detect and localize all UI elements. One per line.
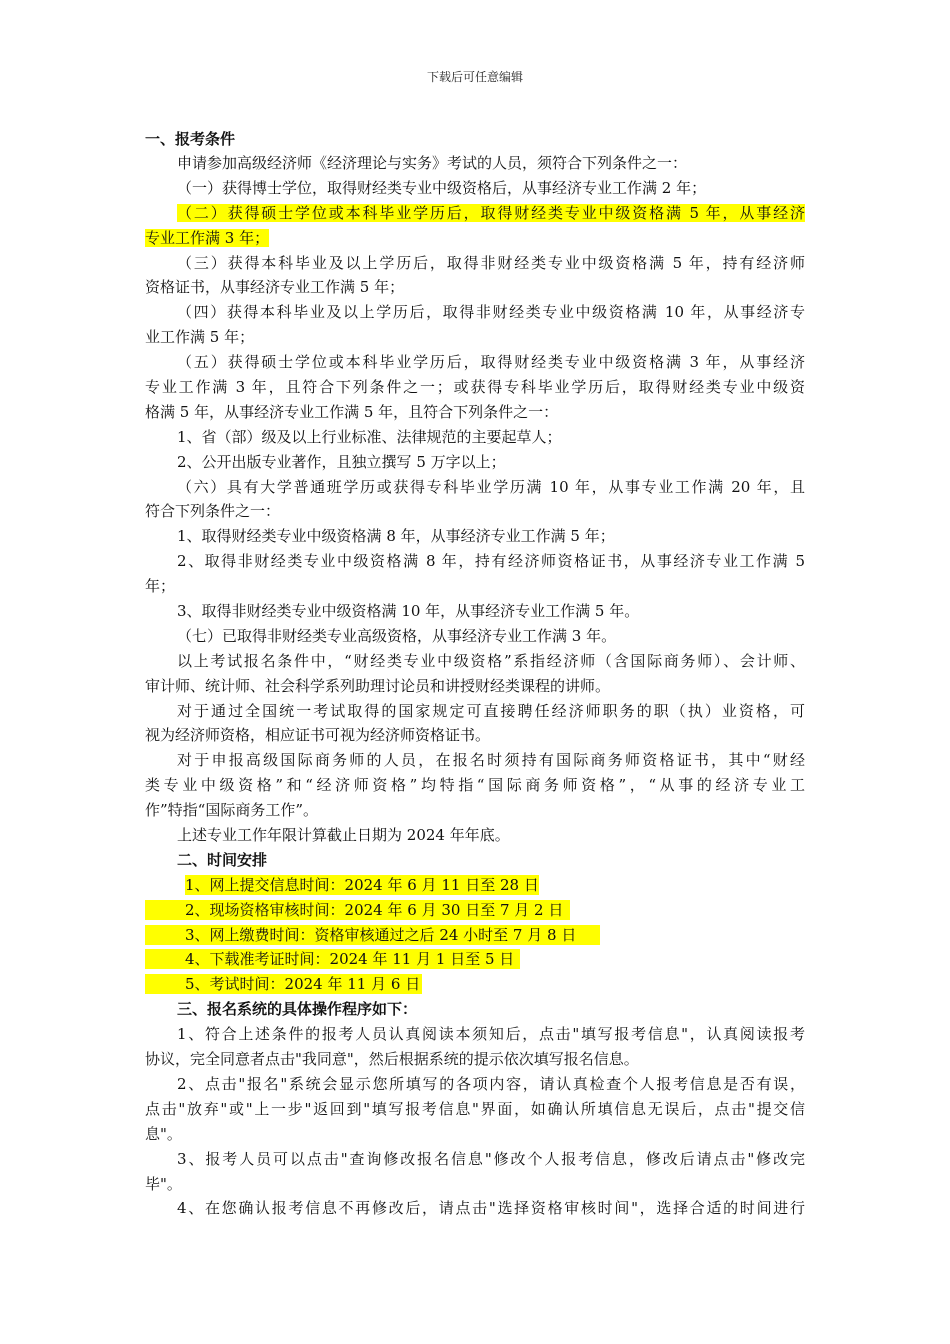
paragraph-line: 资格证书，从事经济专业工作满 5 年； [145, 278, 405, 296]
paragraph-line: 息"。 [145, 1125, 182, 1143]
paragraph-line: 2、取得非财经类专业中级资格满 8 年，持有经济师资格证书，从事经济专业工作满 5 [177, 552, 805, 570]
highlighted-line [177, 203, 805, 223]
paragraph-line: （四）获得本科毕业及以上学历后，取得非财经类专业中级资格满 10 年，从事经济专 [177, 303, 805, 321]
highlighted-line: 2、现场资格审核时间：2024 年 6 月 30 日至 7 月 2 日 [145, 900, 570, 920]
paragraph-line: 点击"放弃"或"上一步"返回到"填写报考信息"界面，如确认所填信息无误后，点击"提交信 [145, 1100, 805, 1118]
highlight-text: （二）获得硕士学位或本科毕业学历后，取得财经类专业中级资格满 5 年，从事经济 [177, 204, 805, 222]
paragraph-line: 2、公开出版专业著作，且独立撰写 5 万字以上； [177, 453, 506, 471]
paragraph-line: 业工作满 5 年； [145, 328, 255, 346]
paragraph-line: 专业工作满 3 年，且符合下列条件之一；或获得专科毕业学历后，取得财经类专业中级资 [145, 378, 805, 396]
paragraph-line: 年； [145, 577, 176, 595]
paragraph-line: 以上考试报名条件中，“财经类专业中级资格”系指经济师（含国际商务师）、会计师、 [177, 652, 805, 670]
highlighted-line [145, 875, 545, 895]
paragraph-line: 审计师、统计师、社会科学系列助理讨论员和讲授财经类课程的讲师。 [145, 677, 611, 695]
paragraph-line: 对于通过全国统一考试取得的国家规定可直接聘任经济师职务的职（执）业资格，可 [177, 702, 805, 720]
paragraph-line: 符合下列条件之一： [145, 502, 281, 520]
highlight-text: 专业工作满 3 年； [145, 229, 270, 247]
paragraph-line: 毕"。 [145, 1175, 182, 1193]
paragraph-line: （一）获得博士学位，取得财经类专业中级资格后，从事经济专业工作满 2 年； [177, 179, 707, 197]
section-heading-2: 二、时间安排 [177, 851, 268, 869]
paragraph-line: 作”特指“国际商务工作”。 [145, 801, 319, 819]
section-heading-1: 一、报考条件 [145, 130, 236, 148]
paragraph-line: 2、点击"报名"系统会显示您所填写的各项内容，请认真检查个人报考信息是否有误， [177, 1075, 805, 1093]
paragraph-line: 1、取得财经类专业中级资格满 8 年，从事经济专业工作满 5 年； [177, 527, 615, 545]
highlighted-line: 4、下载准考证时间：2024 年 11 月 1 日至 5 日 [145, 949, 520, 969]
paragraph-line: 视为经济师资格，相应证书可视为经济师资格证书。 [145, 726, 491, 744]
paragraph-line: （七）已取得非财经类专业高级资格，从事经济专业工作满 3 年。 [177, 627, 617, 645]
highlight-text: 1、网上提交信息时间：2024 年 6 月 11 日至 28 日 [185, 876, 539, 894]
paragraph-line: 申请参加高级经济师《经济理论与实务》考试的人员，须符合下列条件之一： [177, 154, 688, 172]
highlighted-line: 5、考试时间：2024 年 11 月 6 日 [145, 974, 422, 994]
highlighted-line [145, 228, 269, 248]
paragraph-line: 协议，完全同意者点击"我同意"，然后根据系统的提示依次填写报名信息。 [145, 1050, 639, 1068]
paragraph-line: 4、在您确认报考信息不再修改后，请点击"选择资格审核时间"，选择合适的时间进行 [177, 1199, 805, 1217]
paragraph-line: 1、省（部）级及以上行业标准、法律规范的主要起草人； [177, 428, 562, 446]
highlighted-line: 3、网上缴费时间：资格审核通过之后 24 小时至 7 月 8 日 [145, 925, 600, 945]
paragraph-line: 类专业中级资格”和“经济师资格”均特指“国际商务师资格”，“从事的经济专业工 [145, 776, 805, 794]
paragraph-line: （五）获得硕士学位或本科毕业学历后，取得财经类专业中级资格满 3 年，从事经济 [177, 353, 805, 371]
paragraph-line: 上述专业工作年限计算截止日期为 2024 年年底。 [177, 826, 510, 844]
paragraph-line: 3、取得非财经类专业中级资格满 10 年，从事经济专业工作满 5 年。 [177, 602, 640, 620]
paragraph-line: （六）具有大学普通班学历或获得专科毕业学历满 10 年，从事专业工作满 20 年，且 [177, 478, 805, 496]
paragraph-line: 格满 5 年，从事经济专业工作满 5 年，且符合下列条件之一： [145, 403, 559, 421]
paragraph-line: 1、符合上述条件的报考人员认真阅读本须知后，点击"填写报考信息"，认真阅读报考 [177, 1025, 805, 1043]
paragraph-line: 对于申报高级国际商务师的人员，在报名时须持有国际商务师资格证书，其中“财经 [177, 751, 805, 769]
page-header: 下载后可任意编辑 [426, 70, 523, 84]
paragraph-line: （三）获得本科毕业及以上学历后，取得非财经类专业中级资格满 5 年，持有经济师 [177, 254, 805, 272]
paragraph-line: 3、报考人员可以点击"查询修改报名信息"修改个人报考信息，修改后请点击"修改完 [177, 1150, 805, 1168]
section-heading-3: 三、报名系统的具体操作程序如下： [177, 1000, 418, 1018]
